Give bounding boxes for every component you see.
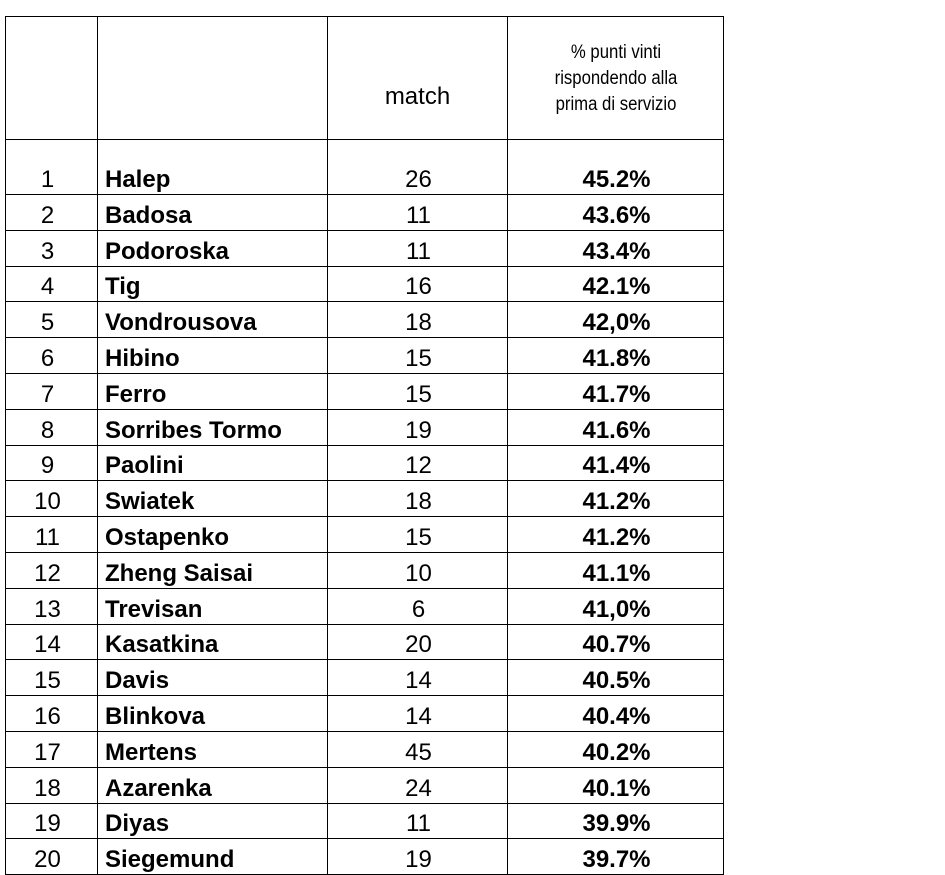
table-row: [6, 803, 724, 839]
stats-table: [5, 16, 724, 875]
table-row: [6, 696, 724, 732]
table-row: [6, 624, 724, 660]
table-row: [6, 230, 724, 266]
player-name-cell: Ferro: [98, 373, 328, 409]
header-name: [98, 17, 328, 140]
rank-cell: 8: [6, 409, 98, 445]
table-row: [6, 481, 724, 517]
percent-cell: 40.4%: [508, 696, 724, 732]
player-name-cell: Podoroska: [98, 230, 328, 266]
player-name-cell: Swiatek: [98, 481, 328, 517]
percent-cell: 41.7%: [508, 373, 724, 409]
percent-cell: 43.6%: [508, 195, 724, 231]
percent-cell: 45.2%: [508, 140, 724, 195]
match-count-cell: 12: [328, 445, 508, 481]
rank-cell: 11: [6, 517, 98, 553]
table-row: [6, 767, 724, 803]
rank-cell: 6: [6, 338, 98, 374]
header-percent-points-won: [520, 17, 710, 140]
match-count-cell: 15: [328, 517, 508, 553]
table-row: [6, 660, 724, 696]
percent-cell: 40.1%: [508, 767, 724, 803]
percent-cell: 41.1%: [508, 552, 724, 588]
rank-cell: 2: [6, 195, 98, 231]
table-row: [6, 373, 724, 409]
match-count-cell: 18: [328, 302, 508, 338]
table-row: [6, 195, 724, 231]
rank-cell: 14: [6, 624, 98, 660]
player-name-cell: Sorribes Tormo: [98, 409, 328, 445]
percent-cell: 42,0%: [508, 302, 724, 338]
table-body: [6, 140, 724, 875]
percent-cell: 40.7%: [508, 624, 724, 660]
match-count-cell: 6: [328, 588, 508, 624]
match-count-cell: 45: [328, 731, 508, 767]
rank-cell: 17: [6, 731, 98, 767]
match-count-cell: 24: [328, 767, 508, 803]
player-name-cell: Tig: [98, 266, 328, 302]
header-pct-line-1: % punti vinti: [570, 42, 661, 63]
player-name-cell: Hibino: [98, 338, 328, 374]
rank-cell: 18: [6, 767, 98, 803]
player-name-cell: Blinkova: [98, 696, 328, 732]
percent-cell: 40.2%: [508, 731, 724, 767]
player-name-cell: Vondrousova: [98, 302, 328, 338]
player-name-cell: Zheng Saisai: [98, 552, 328, 588]
rank-cell: 15: [6, 660, 98, 696]
player-name-cell: Kasatkina: [98, 624, 328, 660]
match-count-cell: 15: [328, 338, 508, 374]
header-row: [6, 17, 724, 140]
match-count-cell: 14: [328, 696, 508, 732]
rank-cell: 16: [6, 696, 98, 732]
player-name-cell: Ostapenko: [98, 517, 328, 553]
match-count-cell: 19: [328, 839, 508, 875]
match-count-cell: 26: [328, 140, 508, 195]
match-count-cell: 19: [328, 409, 508, 445]
percent-cell: 41.4%: [508, 445, 724, 481]
player-name-cell: Azarenka: [98, 767, 328, 803]
match-count-cell: 11: [328, 230, 508, 266]
table-row: [6, 552, 724, 588]
player-name-cell: Siegemund: [98, 839, 328, 875]
percent-cell: 41.6%: [508, 409, 724, 445]
player-name-cell: Paolini: [98, 445, 328, 481]
rank-cell: 3: [6, 230, 98, 266]
percent-cell: 42.1%: [508, 266, 724, 302]
rank-cell: 9: [6, 445, 98, 481]
table-row: [6, 588, 724, 624]
match-count-cell: 20: [328, 624, 508, 660]
table-row: [6, 731, 724, 767]
match-count-cell: 18: [328, 481, 508, 517]
rank-cell: 19: [6, 803, 98, 839]
table-row: [6, 409, 724, 445]
rank-cell: 4: [6, 266, 98, 302]
percent-cell: 39.7%: [508, 839, 724, 875]
table-row: [6, 140, 724, 195]
match-count-cell: 11: [328, 195, 508, 231]
player-name-cell: Diyas: [98, 803, 328, 839]
percent-cell: 41.2%: [508, 517, 724, 553]
player-name-cell: Badosa: [98, 195, 328, 231]
player-name-cell: Trevisan: [98, 588, 328, 624]
percent-cell: 41.2%: [508, 481, 724, 517]
percent-cell: 41.8%: [508, 338, 724, 374]
rank-cell: 12: [6, 552, 98, 588]
table-row: [6, 338, 724, 374]
match-count-cell: 11: [328, 803, 508, 839]
rank-cell: 7: [6, 373, 98, 409]
header-match: match: [328, 17, 508, 140]
rank-cell: 1: [6, 140, 98, 195]
player-name-cell: Halep: [98, 140, 328, 195]
table-row: [6, 445, 724, 481]
match-count-cell: 15: [328, 373, 508, 409]
header-pct-line-2: rispondendo alla: [554, 68, 677, 89]
percent-cell: 43.4%: [508, 230, 724, 266]
table-row: [6, 839, 724, 875]
percent-cell: 39.9%: [508, 803, 724, 839]
table-row: [6, 266, 724, 302]
match-count-cell: 10: [328, 552, 508, 588]
rank-cell: 13: [6, 588, 98, 624]
header-rank: [6, 17, 98, 140]
match-count-cell: 14: [328, 660, 508, 696]
table-row: [6, 517, 724, 553]
rank-cell: 10: [6, 481, 98, 517]
header-pct-line-3: prima di servizio: [555, 94, 676, 115]
player-name-cell: Davis: [98, 660, 328, 696]
table-row: [6, 302, 724, 338]
percent-cell: 41,0%: [508, 588, 724, 624]
percent-cell: 40.5%: [508, 660, 724, 696]
rank-cell: 5: [6, 302, 98, 338]
match-count-cell: 16: [328, 266, 508, 302]
player-name-cell: Mertens: [98, 731, 328, 767]
rank-cell: 20: [6, 839, 98, 875]
